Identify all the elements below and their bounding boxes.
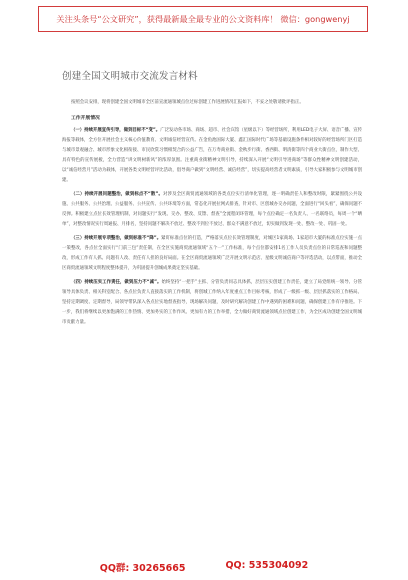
paragraph-item-1 xyxy=(62,126,362,186)
paragraph-lead-2: （二）持续开展问题整治，做到标点不“散”。 xyxy=(71,192,164,197)
intro-paragraph: 按照会议安排，现将创建全国文明城市全区前宣流通领城点位过标创建工作进展情况汇报如下，不妥之处敬请批评指正。 xyxy=(71,100,304,105)
paragraph-lead-3: （三）持续开展专项整治，做到标准不“降”。 xyxy=(71,236,162,241)
paragraph-lead-4: （四）持续压实工作责任，做到压力不“减”。 xyxy=(71,280,162,285)
paragraph-item-3 xyxy=(62,234,362,274)
paragraph-text-3: 紧盯标准点位的打造，严格落实点位长效管理制度，对城区1家商场、1家超市大厦的标准点位实施一点一策整改，各点位全面实行“门前三包”责任制，在全区实施商贸流通领域“五个一”工作标准，每个点位都安排1名工作人员负责点位的日常巡查和问题整改，形成工作有人抓、问题有人改、责任有人担的良好局面。在全区商贸流通领域广泛开展文明示范店、星级文明诚信商户等评选活动，以点带面，推动全区商贸流通领域文明程度整体提升，为巩固提升创城成果奠定坚实基础。 xyxy=(62,236,362,271)
paragraph-item-2 xyxy=(62,190,362,230)
paragraph-text-1: 广泛发动各市场、商场、超市、社会宾馆（星级以下）等经营场所，利用LED电子大屏、语音广播、宣传海报等载体，全方位开展社会主义核心价值教育、文明诚信经营宣传。在金鱼池国际大厦、鑫汇国际时代广场等基础设施条件相对较好的经营场所门区打造与城市景观融合、城市形象文化相衔接、市民欣赏习惯相契合的公益广告，在万寿商业街、金秋步行街、香西街、明清街等四个商业大街点位，制作大型、具有特色的宣传展板，全力营造“讲文明树新风”的浓厚氛围。注重商业街精神文明引导，持续深入开展“文明引导进商场”等群众性精神文明创建活动，以“诚信经营月”活动为载体，开展各类文明经营评比活动，倡导商户做到“文明经营、诚信经营”，切实提高经营者文明素质，引导大家积极参与文明城市创建。 xyxy=(62,128,362,183)
paragraph-text-2: 对涉及全区商贸流通领域的各类点位实行清单化管理，逐一明确责任人和整改时限，紧紧围绕公共设施、公共服务、公共治理、公益服务、公共宣传、公共环境等方面，常态化开展拉网式排查，针对市、区创城办交办问题，全面进行“回头看”，确保问题不反弹。积极建立点位长效管理机制，对问题实行“发现、交办、整改、反馈、督查”全流程闭环管理，每个点位确定一名负责人、一名联络员，每周一个“晒单”，对整改情况实行周通报、月排名，坚持问题不解决不放过、整改不到位不放过、群众不满意不放过，切实做到发现一处、整改一处、巩固一处。 xyxy=(62,192,362,227)
section-heading: 工作开展情况 xyxy=(71,116,100,121)
contact-footer xyxy=(0,560,408,576)
document-body xyxy=(62,98,362,328)
paragraph-lead-1: （一）持续开展宣传引导，做到目标不“变”。 xyxy=(71,128,161,133)
paragraph-text-4: 始终坚持“一把手”主抓、分管负责同志具体抓，层层压实创建工作责任，建立了局党组统一领导、分管领导具体负责、相关科室配合、各点位负责人直接落实的工作机制，将创城工作纳入年度重点工作目标考核，形成了一级抓一级、层层抓落实的工作格局。坚持定期调度、定期督导，局领导带队深入各点位实地督查指导，现场解决问题，及时研究解决创建工作中遇到的困难和问题，确保创建工作有序推进。下一步，我们将继续以更加饱满的工作热情、更加务实的工作作风、更加有力的工作举措，全力做好商贸流通领域点位创建工作，为全区成功创建全国文明城市贡献力量。 xyxy=(62,280,362,325)
document-title: 创建全国文明城市交流发言材料 xyxy=(62,71,198,82)
paragraph-item-4 xyxy=(62,278,362,328)
qq-group-text: QQ群: 30265665 xyxy=(99,563,186,574)
qq-text: QQ: 535304092 xyxy=(225,560,309,571)
promo-banner xyxy=(38,6,368,32)
promo-banner-text: 关注头条号“公文研究”，获得最新最全最专业的公文资料库！ 微信：gongwenyj xyxy=(56,13,350,24)
document-page xyxy=(48,52,360,552)
